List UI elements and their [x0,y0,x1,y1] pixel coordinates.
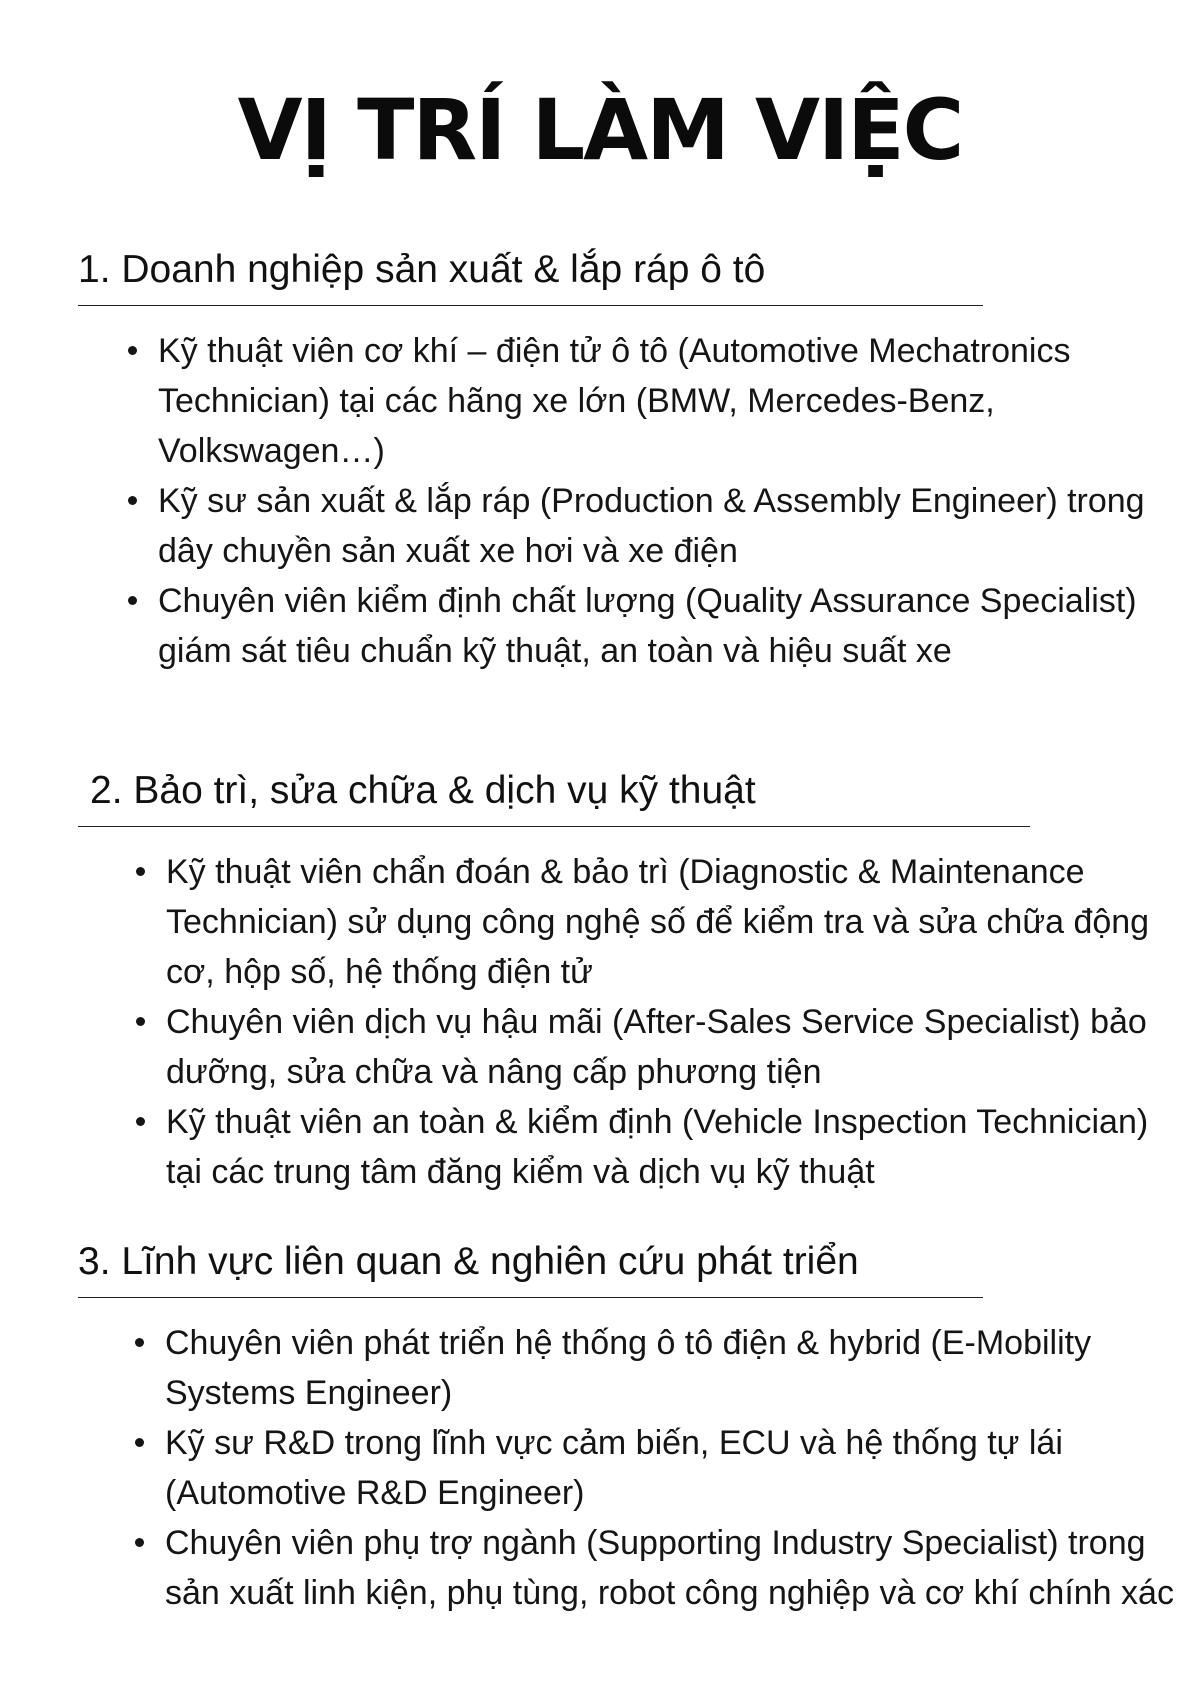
list-item [166,847,1166,997]
list-item-text: Kỹ sư sản xuất & lắp ráp (Production & Assembly Engineer) trong dây chuyền sản xuất xe hơi và xe điện [158,482,1145,570]
list-item-text: Chuyên viên kiểm định chất lượng (Quality Assurance Specialist) giám sát tiêu chuẩn kỹ thuật, an toàn và hiệu suất xe [158,582,1137,670]
section-divider [78,1297,983,1298]
bullet-icon [135,1438,144,1447]
section-divider [78,826,1030,827]
list-item-text: Chuyên viên dịch vụ hậu mãi (After-Sales Service Specialist) bảo dưỡng, sửa chữa và nâng cấp phương tiện [166,1003,1147,1091]
section-heading: 1. Doanh nghiệp sản xuất & lắp ráp ô tô [78,248,766,291]
section-manufacturing [78,245,1158,676]
list-item [166,997,1166,1097]
bullet-icon [136,1117,145,1126]
list-item [165,1418,1175,1518]
bullet-icon [136,1017,145,1026]
bullet-icon [135,1338,144,1347]
bullet-icon [135,1538,144,1547]
list-item-text: Kỹ thuật viên cơ khí – điện tử ô tô (Automotive Mechatronics Technician) tại các hãng xe lớn (BMW, Mercedes-Benz, Volkswagen…) [158,332,1071,470]
list-item-text: Chuyên viên phụ trợ ngành (Supporting Industry Specialist) trong sản xuất linh kiện, phụ tùng, robot công nghiệp và cơ khí chính xác [165,1524,1174,1612]
list-item-text: Kỹ thuật viên chẩn đoán & bảo trì (Diagnostic & Maintenance Technician) sử dụng công nghệ số để kiểm tra và sửa chữa động cơ, hộp số, hệ thống điện tử [166,853,1150,991]
position-list [166,847,1166,1197]
list-item [158,576,1158,676]
section-heading: 2. Bảo trì, sửa chữa & dịch vụ kỹ thuật [90,769,756,812]
bullet-icon [128,596,137,605]
list-item-text: Kỹ thuật viên an toàn & kiểm định (Vehicle Inspection Technician) tại các trung tâm đăng kiểm và dịch vụ kỹ thuật [166,1103,1149,1191]
section-research [78,1237,1175,1618]
list-item [158,326,1158,476]
list-item [165,1318,1175,1418]
list-item-text: Kỹ sư R&D trong lĩnh vực cảm biến, ECU và hệ thống tự lái (Automotive R&D Engineer) [165,1424,1063,1512]
list-item [165,1518,1175,1618]
position-list [158,326,1158,676]
section-maintenance [78,766,1166,1197]
section-heading: 3. Lĩnh vực liên quan & nghiên cứu phát triển [78,1240,859,1283]
position-list [165,1318,1175,1618]
section-divider [78,305,983,306]
bullet-icon [136,867,145,876]
list-item-text: Chuyên viên phát triển hệ thống ô tô điện & hybrid (E-Mobility Systems Engineer) [165,1324,1092,1412]
list-item [166,1097,1166,1197]
bullet-icon [128,496,137,505]
bullet-icon [128,346,137,355]
page-title: VỊ TRÍ LÀM VIỆC [237,81,963,179]
list-item [158,476,1158,576]
